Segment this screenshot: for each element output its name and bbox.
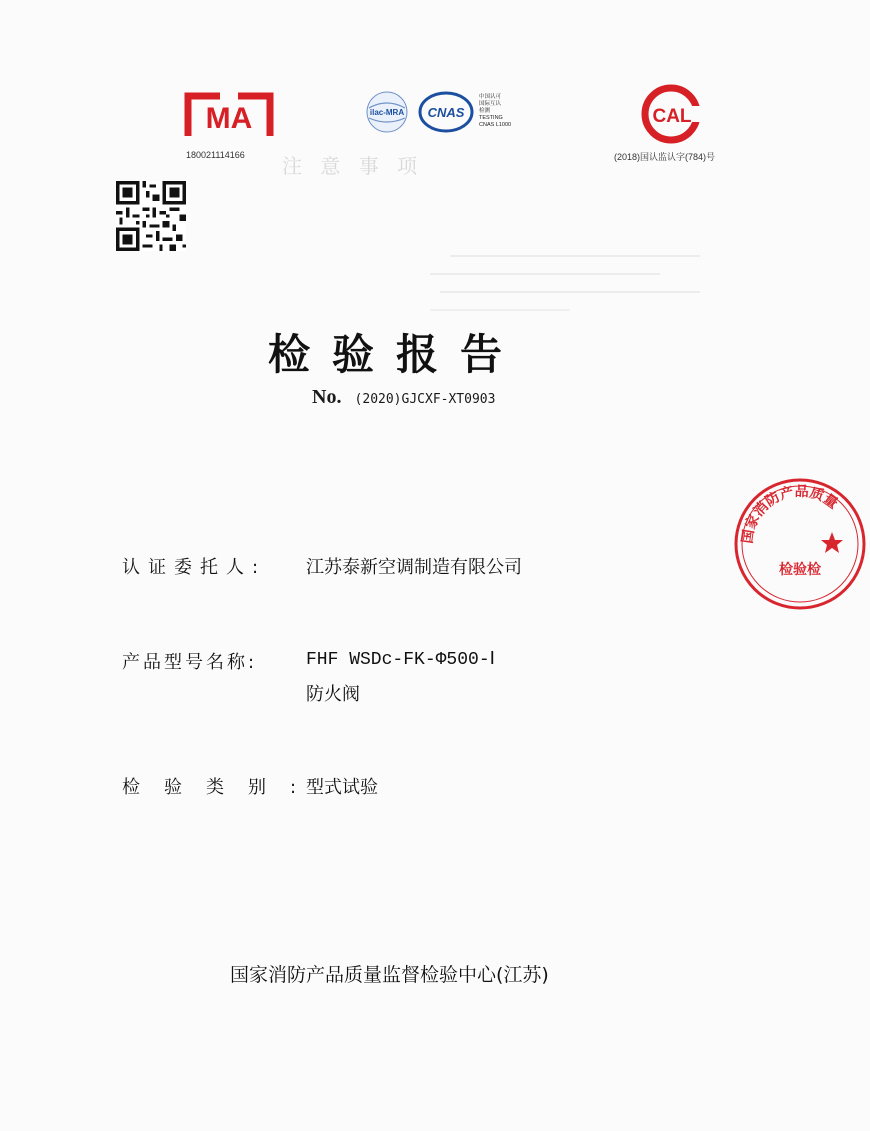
stamp-text: 国家消防产品质量 [739,483,841,545]
cal-code: (2018)国认监认字(784)号 [614,152,716,162]
cma-logo-text: MA [205,102,253,135]
report-number [312,386,495,409]
issuer-name: 国家消防产品质量监督检验中心(江苏) [230,964,549,986]
show-through-lines [430,255,710,311]
field-label-client: 认证委托人: [122,557,267,578]
report-number-value: (2020)GJCXF-XT0903 [354,392,496,407]
official-stamp [730,474,841,614]
field-value-test-type: 型式试验 [306,777,378,798]
ilac-mra-logo [362,90,412,134]
field-label-test-type: 检验类别: [122,777,321,798]
cma-logo [180,88,278,140]
field-value-client: 江苏泰新空调制造有限公司 [306,557,522,578]
cma-number: 180021114166 [186,150,245,160]
stamp-subtext: 检验检 [779,562,821,578]
cnas-side-line: 检测 [479,108,491,114]
field-label-product: 产品型号名称: [122,652,258,673]
ghost-notice-heading: 注 意 事 项 [282,154,424,178]
cal-logo [640,83,702,145]
cnas-side-line: TESTING [479,115,503,121]
field-value-product-name: 防火阀 [306,684,360,705]
cnas-side-line: 中国认可 [479,94,502,100]
cnas-side-line: 国际互认 [479,101,502,107]
report-title: 检验报告 [268,330,525,379]
cnas-logo-text: CNAS [427,105,465,120]
qr-code [116,181,186,255]
field-value-product-model: FHF WSDc-FK-Φ500-Ⅰ [306,650,495,670]
cal-logo-text: CAL [652,106,692,127]
cnas-side-text [479,94,511,129]
cnas-logo [418,90,474,134]
report-number-label: No. [312,386,342,408]
cnas-side-line: CNAS L1000 [479,122,512,128]
ilac-mra-logo-text: ilac-MRA [369,108,405,117]
